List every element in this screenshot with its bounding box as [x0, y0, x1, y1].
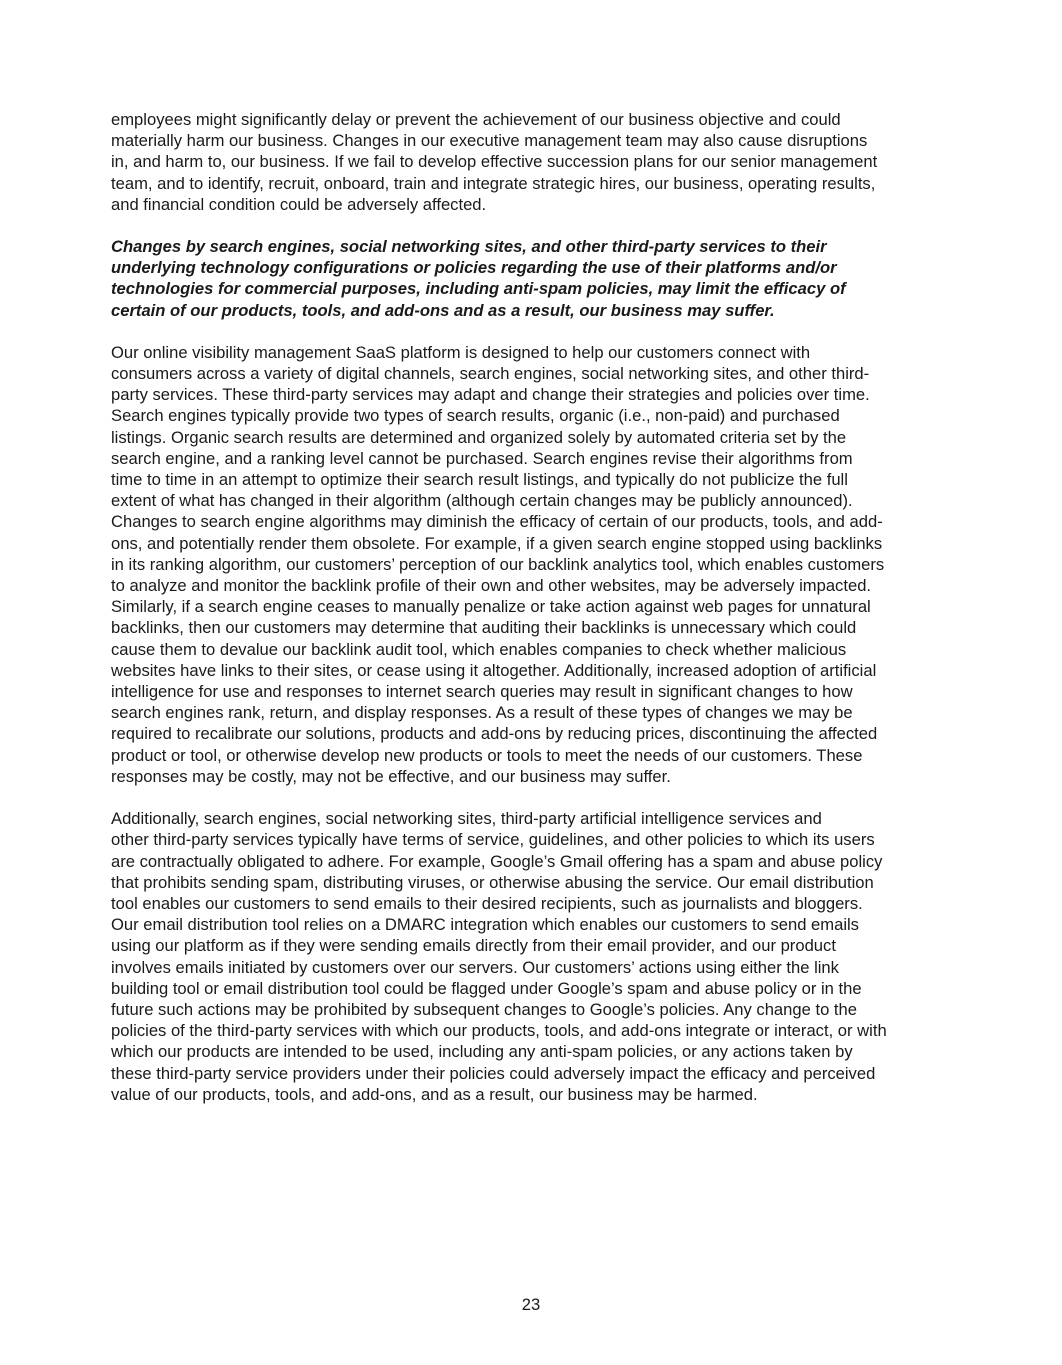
body-paragraph-terms-of-service: Additionally, search engines, social networking sites, third-party artificial intelligence services and other third-party services typically have terms of service, guidelines, and other policies to which its users are contractually obligated to adhere. For example, Google’s Gmail offering has a spam and abuse policy that prohibits sending spam, distributing viruses, or otherwise abusing the service. Our email distribution tool enables our customers to send emails to their desired recipients, such as journalists and bloggers. Our email distribution tool relies on a DMARC integration which enables our customers to send emails using our platform as if they were sending emails directly from their email provider, and our product involves emails initiated by customers over our servers. Our customers’ actions using either the link building tool or email distribution tool could be flagged under Google’s spam and abuse policy or in the future such actions may be prohibited by subsequent changes to Google’s policies. Any change to the policies of the third-party services with which our products, tools, and add-ons integrate or interact, or with which our products are intended to be used, including any anti-spam policies, or any actions taken by these third-party service providers under their policies could adversely impact the efficacy and perceived value of our products, tools, and add-ons, and as a result, our business may be harmed. [111, 809, 887, 1104]
body-paragraph-search-engines: Our online visibility management SaaS platform is designed to help our customers connect with consumers across a variety of digital channels, search engines, social networking sites, and other third- party services. These third-party services may adapt and change their strategies and policies over time. Search engines typically provide two types of search results, organic (i.e., non-paid) and purchased listings. Organic search results are determined and organized solely by automated criteria set by the search engine, and a ranking level cannot be purchased. Search engines revise their algorithms from time to time in an attempt to optimize their search result listings, and typically do not publicize the full extent of what has changed in their algorithm (although certain changes may be publicly announced). Changes to search engine algorithms may diminish the efficacy of certain of our products, tools, and add- ons, and potentially render them obsolete. For example, if a given search engine stopped using backlinks in its ranking algorithm, our customers’ perception of our backlink analytics tool, which enables customers to analyze and monitor the backlink profile of their own and other websites, may be adversely impacted. Similarly, if a search engine ceases to manually penalize or take action against web pages for unnatural backlinks, then our customers may determine that auditing their backlinks is unnecessary which could cause them to devalue our backlink audit tool, which enables companies to check whether malicious websites have links to their sites, or cease using it altogether. Additionally, increased adoption of artificial intelligence for use and responses to internet search queries may result in significant changes to how search engines rank, return, and display responses. As a result of these types of changes we may be required to recalibrate our solutions, products and add-ons by reducing prices, discontinuing the affected product or tool, or otherwise develop new products or tools to meet the needs of our customers. These responses may be costly, may not be effective, and our business may suffer. [111, 342, 885, 786]
continued-paragraph: employees might significantly delay or prevent the achievement of our business objective and could materially harm our business. Changes in our executive management team may also cause disruptions in, and harm to, our business. If we fail to develop effective succession plans for our senior management team, and to identify, recruit, onboard, train and integrate strategic hires, our business, operating results, and financial condition could be adversely affected. [111, 110, 878, 214]
risk-factor-heading: Changes by search engines, social networking sites, and other third-party services to their underlying technology configurations or policies regarding the use of their platforms and/or technologies for commercial purposes, including anti-spam policies, may limit the efficacy of certain of our products, tools, and add-ons and as a result, our business may suffer. [111, 237, 846, 320]
document-page [111, 109, 951, 1126]
page-number: 23 [521, 1295, 541, 1314]
